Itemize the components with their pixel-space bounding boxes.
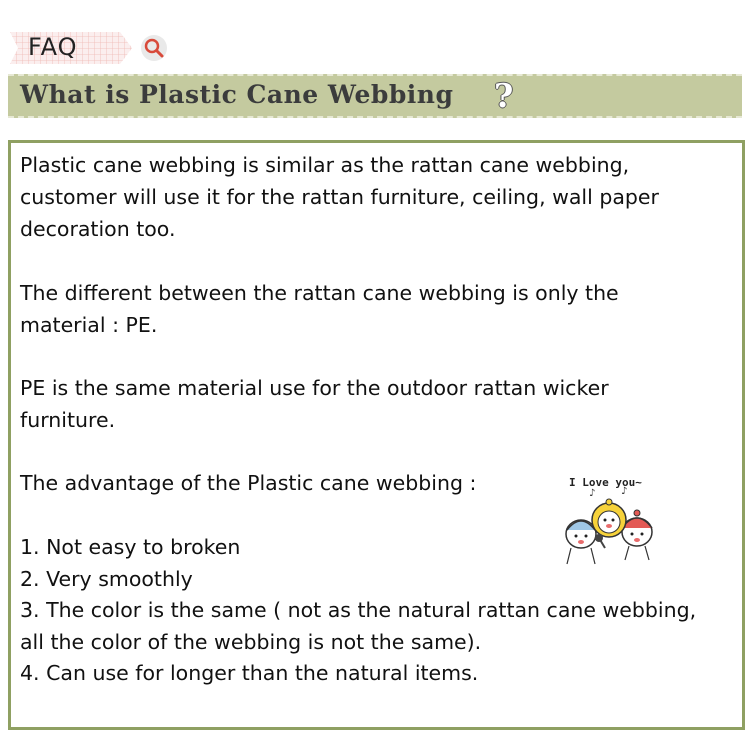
- question-mark: ?: [494, 76, 514, 115]
- paragraph-line: material : PE.: [20, 313, 158, 337]
- paragraph-line: furniture.: [20, 408, 116, 432]
- list-item: 1. Not easy to broken: [20, 535, 241, 559]
- paragraph-line: customer will use it for the rattan furniture, ceiling, wall paper: [20, 185, 659, 209]
- love-you-sticker: [559, 476, 659, 572]
- list-item: 2. Very smoothly: [20, 567, 193, 591]
- advantage-heading: The advantage of the Plastic cane webbing :: [20, 471, 477, 495]
- content-box: [8, 140, 745, 730]
- svg-text:♪: ♪: [621, 486, 628, 497]
- page-title: What is Plastic Cane Webbing: [20, 80, 454, 109]
- title-bar: [8, 74, 742, 118]
- list-item: 3. The color is the same ( not as the natural rattan cane webbing,: [20, 598, 697, 622]
- paragraph-line: decoration too.: [20, 217, 176, 241]
- faq-tag: [10, 30, 134, 66]
- svg-text:♪: ♪: [589, 488, 596, 499]
- magnifier-icon: [140, 34, 168, 62]
- list-item: all the color of the webbing is not the same).: [20, 630, 482, 654]
- sticker-caption: I Love you~: [569, 476, 642, 489]
- paragraph-line: PE is the same material use for the outdoor rattan wicker: [20, 376, 609, 400]
- faq-label: FAQ: [28, 33, 78, 61]
- list-item: 4. Can use for longer than the natural items.: [20, 661, 479, 685]
- paragraph-line: Plastic cane webbing is similar as the rattan cane webbing,: [20, 153, 630, 177]
- paragraph-line: The different between the rattan cane webbing is only the: [20, 281, 619, 305]
